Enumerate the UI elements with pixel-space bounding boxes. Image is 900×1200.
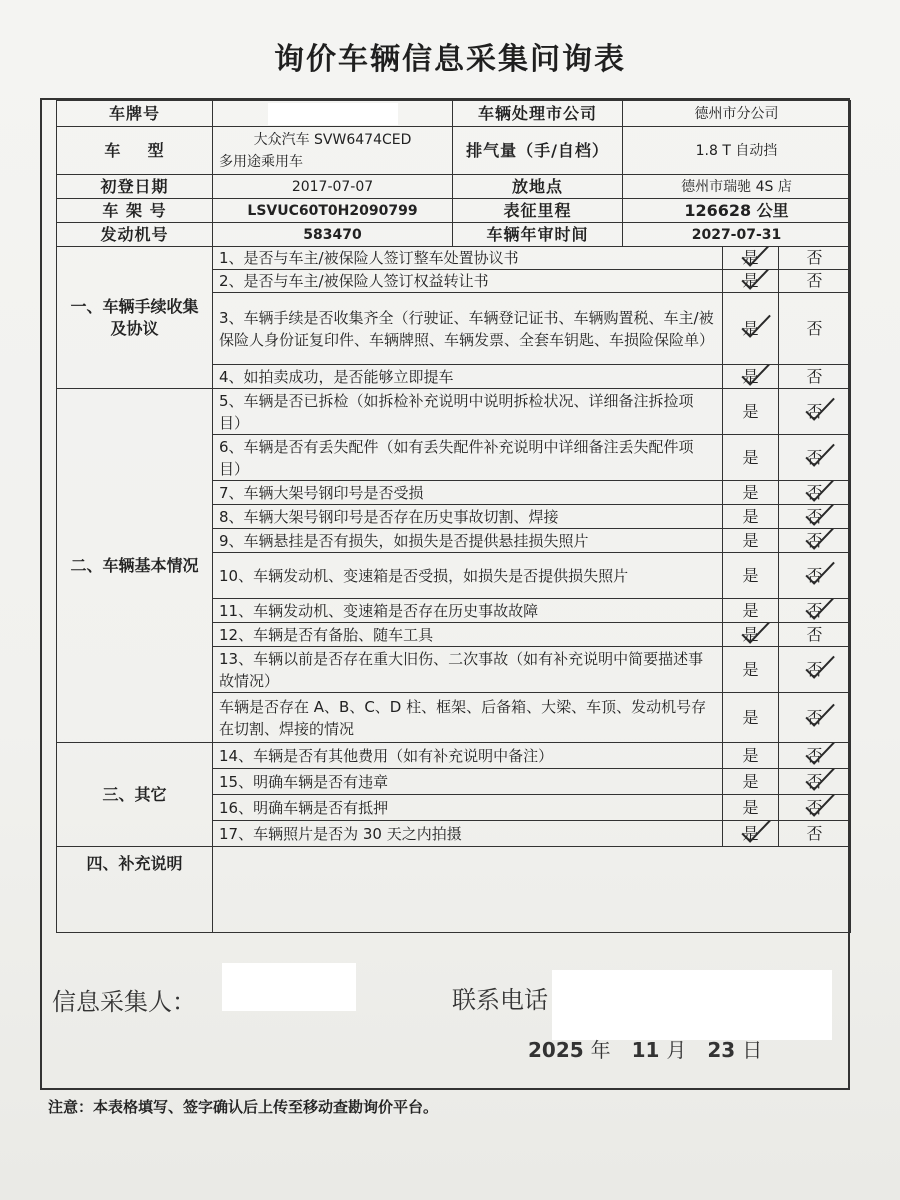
yes-label: 是 <box>742 366 759 386</box>
yes-label: 是 <box>742 506 759 526</box>
yes-label: 是 <box>742 530 759 550</box>
no-option[interactable] <box>779 389 851 435</box>
no-label: 否 <box>806 482 823 502</box>
inquiry-form-table <box>56 100 851 933</box>
no-option[interactable] <box>779 647 851 693</box>
date-day-unit: 日 <box>742 1038 763 1062</box>
phone-redaction <box>552 970 832 1040</box>
question-text: 5、车辆是否已拆检（如拆检补充说明中说明拆检状况、详细备注拆捡项目） <box>213 389 723 435</box>
plate-value <box>213 101 453 127</box>
reg-date-label: 初登日期 <box>57 175 213 199</box>
date-day: 23 <box>707 1038 736 1062</box>
yes-option[interactable] <box>723 389 779 435</box>
question-row <box>57 389 851 435</box>
no-label: 否 <box>806 447 823 467</box>
section-title: 二、车辆基本情况 <box>57 389 213 743</box>
no-option[interactable] <box>779 365 851 389</box>
vin-value: LSVUC60T0H2090799 <box>213 199 453 223</box>
info-row-vin <box>57 199 851 223</box>
location-value: 德州市瑞驰 4S 店 <box>623 175 851 199</box>
no-option[interactable] <box>779 435 851 481</box>
question-text: 车辆是否存在 A、B、C、D 柱、框架、后备箱、大梁、车顶、发动机号存在切割、焊接的情况 <box>213 693 723 743</box>
supplement-label: 四、补充说明 <box>57 847 213 933</box>
yes-option[interactable] <box>723 293 779 365</box>
info-row-plate <box>57 101 851 127</box>
no-option[interactable] <box>779 247 851 270</box>
section-title: 三、其它 <box>57 743 213 847</box>
no-option[interactable] <box>779 481 851 505</box>
reg-date-value: 2017-07-07 <box>213 175 453 199</box>
date-month: 11 <box>631 1038 660 1062</box>
location-label: 放地点 <box>453 175 623 199</box>
no-label: 否 <box>806 659 823 679</box>
no-option[interactable] <box>779 270 851 293</box>
yes-label: 是 <box>742 797 759 817</box>
footnote: 注意：本表格填写、签字确认后上传至移动查勘询价平台。 <box>48 1098 439 1116</box>
no-option[interactable] <box>779 821 851 847</box>
no-option[interactable] <box>779 553 851 599</box>
question-text: 4、如拍卖成功，是否能够立即提车 <box>213 365 723 389</box>
model-label: 车 型 <box>57 127 213 175</box>
no-label: 否 <box>806 248 823 267</box>
no-label: 否 <box>806 707 823 727</box>
yes-option[interactable] <box>723 529 779 553</box>
question-text: 14、车辆是否有其他费用（如有补充说明中备注） <box>213 743 723 769</box>
supplement-row <box>57 847 851 933</box>
no-label: 否 <box>806 565 823 585</box>
yes-option[interactable] <box>723 647 779 693</box>
no-option[interactable] <box>779 693 851 743</box>
yes-option[interactable] <box>723 481 779 505</box>
mileage-label: 表征里程 <box>453 199 623 223</box>
yes-option[interactable] <box>723 435 779 481</box>
yes-option[interactable] <box>723 693 779 743</box>
collector-redaction <box>222 963 356 1011</box>
date-year: 2025 <box>528 1038 584 1062</box>
no-label: 否 <box>806 797 823 817</box>
yes-option[interactable] <box>723 270 779 293</box>
yes-label: 是 <box>742 771 759 791</box>
no-label: 否 <box>806 530 823 550</box>
yes-label: 是 <box>742 707 759 727</box>
yes-label: 是 <box>742 482 759 502</box>
engine-label: 发动机号 <box>57 223 213 247</box>
yes-option[interactable] <box>723 365 779 389</box>
model-value-line2: 多用途乘用车 <box>219 153 303 170</box>
yes-label: 是 <box>742 318 759 338</box>
info-row-model <box>57 127 851 175</box>
phone-label: 联系电话 <box>452 986 548 1014</box>
question-text: 1、是否与车主/被保险人签订整车处置协议书 <box>213 247 723 270</box>
no-option[interactable] <box>779 505 851 529</box>
yes-label: 是 <box>742 745 759 765</box>
question-text: 8、车辆大架号钢印号是否存在历史事故切割、焊接 <box>213 505 723 529</box>
no-option[interactable] <box>779 529 851 553</box>
question-text: 13、车辆以前是否存在重大旧伤、二次事故（如有补充说明中简要描述事故情况） <box>213 647 723 693</box>
yes-label: 是 <box>742 624 759 644</box>
question-text: 7、车辆大架号钢印号是否受损 <box>213 481 723 505</box>
question-row <box>57 743 851 769</box>
question-text: 12、车辆是否有备胎、随车工具 <box>213 623 723 647</box>
inspection-label: 车辆年审时间 <box>453 223 623 247</box>
question-row <box>57 247 851 270</box>
plate-label: 车牌号 <box>57 101 213 127</box>
no-label: 否 <box>806 771 823 791</box>
no-label: 否 <box>806 366 823 386</box>
no-option[interactable] <box>779 599 851 623</box>
no-label: 否 <box>806 318 823 338</box>
question-text: 6、车辆是否有丢失配件（如有丢失配件补充说明中详细备注丢失配件项目） <box>213 435 723 481</box>
info-row-regdate <box>57 175 851 199</box>
sign-date <box>528 1034 762 1063</box>
company-value: 德州市分公司 <box>623 101 851 127</box>
yes-option[interactable] <box>723 769 779 795</box>
yes-label: 是 <box>742 600 759 620</box>
yes-label: 是 <box>742 823 759 843</box>
inspection-value: 2027-07-31 <box>623 223 851 247</box>
yes-option[interactable] <box>723 821 779 847</box>
company-label: 车辆处理市公司 <box>453 101 623 127</box>
question-text: 2、是否与车主/被保险人签订权益转让书 <box>213 270 723 293</box>
question-text: 17、车辆照片是否为 30 天之内拍摄 <box>213 821 723 847</box>
question-text: 11、车辆发动机、变速箱是否存在历史事故故障 <box>213 599 723 623</box>
yes-label: 是 <box>742 401 759 421</box>
date-year-unit: 年 <box>590 1038 611 1062</box>
no-label: 否 <box>806 506 823 526</box>
no-option[interactable] <box>779 769 851 795</box>
yes-option[interactable] <box>723 743 779 769</box>
supplement-value <box>213 847 851 933</box>
no-label: 否 <box>806 271 823 290</box>
yes-option[interactable] <box>723 599 779 623</box>
question-text: 10、车辆发动机、变速箱是否受损，如损失是否提供损失照片 <box>213 553 723 599</box>
no-option[interactable] <box>779 743 851 769</box>
vin-label: 车 架 号 <box>57 199 213 223</box>
section-title: 一、车辆手续收集及协议 <box>57 247 213 389</box>
no-option[interactable] <box>779 293 851 365</box>
model-value-line1: 大众汽车 SVW6474CED <box>253 131 412 148</box>
form-title: 询价车辆信息采集问询表 <box>274 42 626 77</box>
yes-option[interactable] <box>723 553 779 599</box>
no-label: 否 <box>806 624 823 644</box>
yes-option[interactable] <box>723 795 779 821</box>
question-text: 9、车辆悬挂是否有损失，如损失是否提供悬挂损失照片 <box>213 529 723 553</box>
no-option[interactable] <box>779 623 851 647</box>
no-label: 否 <box>806 401 823 421</box>
plate-redaction <box>268 103 398 125</box>
yes-label: 是 <box>742 271 759 290</box>
yes-label: 是 <box>742 565 759 585</box>
no-label: 否 <box>806 823 823 843</box>
model-value <box>213 127 453 175</box>
yes-option[interactable] <box>723 247 779 270</box>
yes-label: 是 <box>742 248 759 267</box>
question-text: 16、明确车辆是否有抵押 <box>213 795 723 821</box>
collector-label: 信息采集人： <box>52 988 196 1016</box>
displacement-label: 排气量（手/自档） <box>453 127 623 175</box>
mileage-value: 126628 公里 <box>623 199 851 223</box>
question-text: 15、明确车辆是否有违章 <box>213 769 723 795</box>
yes-option[interactable] <box>723 505 779 529</box>
no-label: 否 <box>806 745 823 765</box>
date-month-unit: 月 <box>666 1038 687 1062</box>
engine-value: 583470 <box>213 223 453 247</box>
info-row-engine <box>57 223 851 247</box>
no-option[interactable] <box>779 795 851 821</box>
yes-label: 是 <box>742 447 759 467</box>
yes-label: 是 <box>742 659 759 679</box>
displacement-value: 1.8 T 自动挡 <box>623 127 851 175</box>
yes-option[interactable] <box>723 623 779 647</box>
question-text: 3、车辆手续是否收集齐全（行驶证、车辆登记证书、车辆购置税、车主/被保险人身份证复印件、车辆牌照、车辆发票、全套车钥匙、车损险保险单） <box>213 293 723 365</box>
no-label: 否 <box>806 600 823 620</box>
